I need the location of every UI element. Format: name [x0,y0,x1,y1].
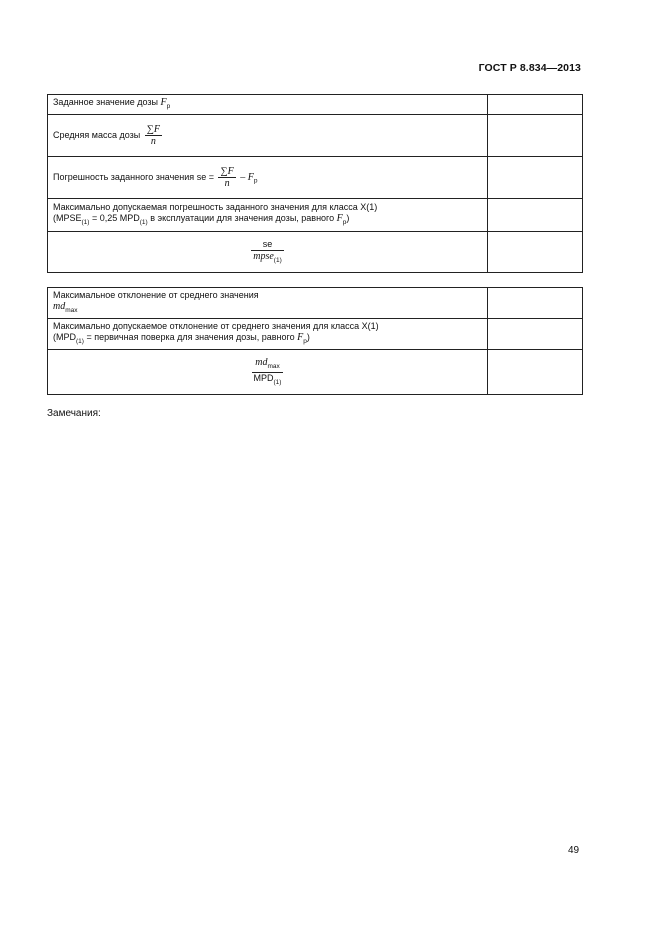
table-row [48,199,583,232]
table-row [48,157,583,199]
row-label-set-dose: Заданное значение дозы $F_p$ [48,95,488,115]
value-cell[interactable] [488,232,583,273]
table-row [48,95,583,115]
dose-table [47,94,583,273]
value-cell[interactable] [488,115,583,157]
document-code: ГОСТ Р 8.834—2013 [478,62,581,74]
row-label-max-error: Максимально допускаемая погрешность заданного значения для класса X(1) ($MPSE_{(1)} = 0,25$ $MPD_{(1)}$ в эксплуатации для значения дозы, равного $F_p$) [48,199,488,232]
table-row [48,115,583,157]
table-row [48,288,583,319]
value-cell[interactable] [488,319,583,350]
deviation-table [47,287,583,395]
table-row [48,319,583,350]
table-row [48,232,583,273]
ratio-se-mpse [48,232,488,273]
value-cell[interactable] [488,95,583,115]
se-over-mpse-fraction: $\frac{se}{mpse_{(1)}}$ [253,238,282,264]
row-label-mean-mass: Средняя масса дозы $\frac{\sum F}{n}$ [48,115,488,157]
sum-over-n-fraction: $\frac{\sum F}{n}$ [146,124,160,147]
md-over-mpd-fraction: $\frac{md_{max}}{MPD_{(1)}}$ [253,356,282,386]
page-number: 49 [568,845,580,856]
row-label-max-permitted-deviation: Максимально допускаемое отклонение от среднего значения для класса X(1) ($MPD_{(1)}$ = первичная поверка для значения дозы, равного $F_p$) [48,319,488,350]
row-label-max-deviation: Максимальное отклонение от среднего значения $md_{max}$ [48,288,488,319]
sum-over-n-fraction: $\frac{\sum F}{n}$ [220,166,234,189]
ratio-md-mpd [48,350,488,395]
table-row [48,350,583,395]
value-cell[interactable] [488,199,583,232]
row-label-error: Погрешность заданного значения se = $\frac{\sum F}{n}$ – $F_p$ [48,157,488,199]
value-cell[interactable] [488,288,583,319]
value-cell[interactable] [488,350,583,395]
value-cell[interactable] [488,157,583,199]
notes-label: Замечания: [47,408,101,419]
